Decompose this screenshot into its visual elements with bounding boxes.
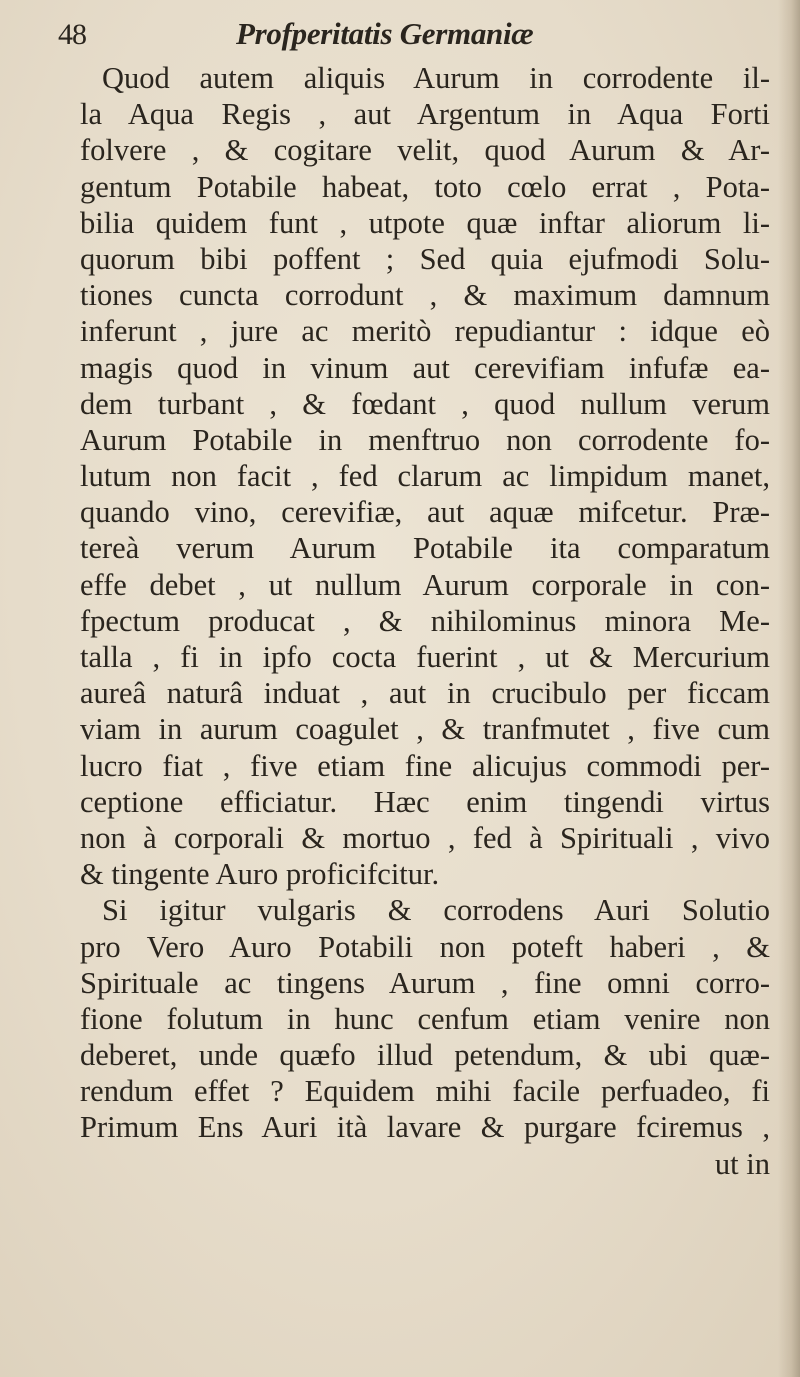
text-line: fione folutum in hunc cenfum etiam venire non [80, 1001, 770, 1036]
text-line: ceptione efficiatur. Hæc enim tingendi virtus [80, 784, 770, 819]
text-line: Si igitur vulgaris & corrodens Auri Solutio [102, 893, 770, 928]
text-line: lucro fiat , five etiam fine alicujus commodi per- [80, 748, 770, 783]
text-line: quando vino, cerevifiæ, aut aquæ mifcetur. Præ- [80, 495, 770, 530]
text-line: tereà verum Aurum Potabile ita comparatum [80, 531, 770, 566]
page-gutter-shadow [778, 0, 800, 1377]
text-line: inferunt , jure ac meritò repudiantur : idque eò [80, 314, 770, 349]
text-line: Quod autem aliquis Aurum in corrodente il- [102, 61, 770, 95]
text-line: bilia quidem funt , utpote quæ inftar aliorum li- [80, 205, 770, 240]
catchword: ut in [714, 1146, 770, 1181]
running-head: Profperitatis Germaniæ [236, 16, 534, 51]
body-text [80, 60, 770, 1182]
text-line: gentum Potabile habeat, toto cœlo errat , Pota- [80, 169, 770, 204]
text-line: Primum Ens Auri ità lavare & purgare fciremus , [80, 1110, 770, 1145]
text-line: dem turbant , & fœdant , quod nullum verum [80, 386, 770, 421]
text-line: quorum bibi poffent ; Sed quia ejufmodi Solu- [80, 241, 770, 276]
text-line: deberet, unde quæfo illud petendum, & ubi quæ- [80, 1038, 770, 1073]
text-line: non à corporali & mortuo , fed à Spirituali , vivo [80, 820, 770, 855]
text-line: la Aqua Regis , aut Argentum in Aqua Forti [80, 97, 770, 132]
text-line: talla , fi in ipfo cocta fuerint , ut & Mercurium [80, 640, 770, 674]
text-line: & tingente Auro proficifcitur. [80, 857, 440, 892]
text-line: folvere , & cogitare velit, quod Aurum & Ar- [80, 133, 770, 168]
text-line: magis quod in vinum aut cerevifiam infufæ ea- [80, 350, 770, 385]
text-line: lutum non facit , fed clarum ac limpidum manet, [80, 459, 770, 494]
text-line: Aurum Potabile in menftruo non corrodente fo- [80, 422, 770, 457]
text-line: viam in aurum coagulet , & tranfmutet , five cum [80, 712, 770, 747]
text-line: pro Vero Auro Potabili non poteft haberi , & [80, 929, 770, 964]
text-line: fpectum producat , & nihilominus minora Me- [80, 603, 770, 638]
page-number: 48 [58, 18, 86, 51]
text-line: tiones cuncta corrodunt , & maximum damnum [80, 278, 770, 313]
text-line: effe debet , ut nullum Aurum corporale in con- [80, 567, 770, 602]
text-line: rendum effet ? Equidem mihi facile perfuadeo, fi [80, 1074, 770, 1109]
text-line: Spirituale ac tingens Aurum , fine omni corro- [80, 965, 770, 1000]
text-line: aureâ naturâ induat , aut in crucibulo per ficcam [80, 676, 770, 711]
page-header [58, 14, 758, 62]
